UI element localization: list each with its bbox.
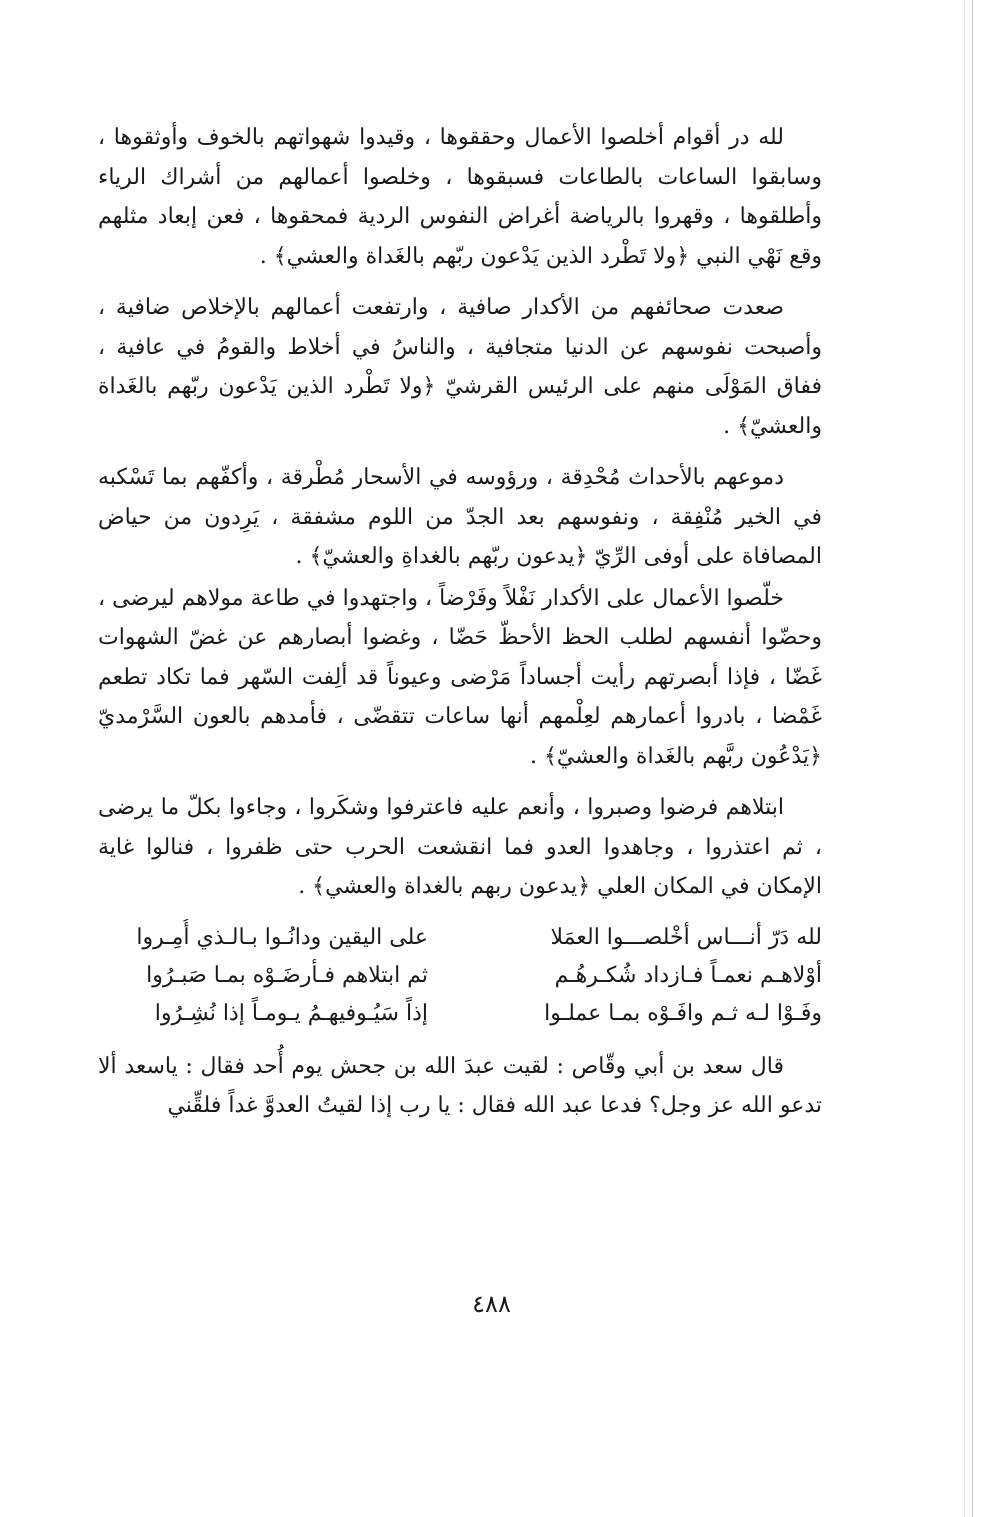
- paragraph: خلّصوا الأعمال على الأكدار نَفْلاً وفَرْضاً ، واجتهدوا في طاعة مولاهم ليرضى ، وحضّوا أنفسهم لطلب الحظ الأحظّ حَضّا ، وغضوا أبصارهم عن غضّ الشهوات غَضّا ، فإذا أبصرتهم رأيت أجساداً مَرْضى وعيوناً قد ألِفت السّهر فما تكاد تطعم غَمْضا ، بادروا أعمارهم لعِلْمهم أنها ساعات تتقضّى ، فأمدهم بالعون السَّرْمديّ ﴿يَدْعُون ربَّهم بالغَداة والعشيّ﴾ .: [98, 585, 822, 769]
- poem-hemistich-first: أوْلاهـم نعمـاً فـازداد شُكـرهُـم: [554, 962, 822, 988]
- poem: [98, 919, 822, 1033]
- poem-hemistich-second: على اليقين ودانُـوا بـالـذي أُمِـروا: [136, 924, 428, 950]
- paragraph: صعدت صحائفهم من الأكدار صافية ، وارتفعت أعمالهم بالإخلاص ضافية ، وأصبحت نفوسهم عن الدنيا متجافية ، والناسُ في أخلاط والقومُ في عافية ، ففاق المَوْلَى منهم على الرئيس القرشيّ ﴿ولا تَطْرد الذين يَدْعون ربّهم بالغَداة والعشيّ﴾ .: [98, 295, 822, 439]
- paragraph: ابتلاهم فرضوا وصبروا ، وأنعم عليه فاعترفوا وشكَروا ، وجاءوا بكلّ ما يرضى ، ثم اعتذروا ، وجاهدوا العدو فما انقشعت الحرب حتى ظفروا ، فنالوا غاية الإمكان في المكان العلي ﴿يدعون ربهم بالغداة والعشي﴾ .: [98, 795, 822, 899]
- poem-verse: [98, 995, 822, 1033]
- poem-hemistich-first: لله دَرّ أنـــاس أخْلصـــوا العمَلا: [550, 924, 822, 950]
- page-body: [98, 118, 822, 1138]
- page-number: ٤٨٨: [472, 1290, 511, 1318]
- closing-paragraph: قال سعد بن أبي وقّاص : لقيت عبدَ الله بن جحش يوم أُحد فقال : ياسعد ألا تدعو الله عز وجل؟ فدعا عبد الله فقال : يا رب إذا لقيتُ العدوَّ غداً فلقِّني: [98, 1053, 822, 1118]
- paragraph: لله در أقوام أخلصوا الأعمال وحققوها ، وقيدوا شهواتهم بالخوف وأوثقوها ، وسابقوا الساعات بالطاعات فسبقوها ، وخلصوا أعمالهم من أشراك الرياء وأطلقوها ، وقهروا بالرياضة أغراض النفوس الردية فمحقوها ، فعن إبعاد مثلهم وقع نَهْي النبي ﴿ولا تَطْرد الذين يَدْعون ربّهم بالغَداة والعشي﴾ .: [98, 125, 822, 269]
- poem-hemistich-second: إذاً سَيُـوفيهـمُ يـومـاً إذا نُشِـرُوا: [154, 1000, 428, 1026]
- paragraph: دموعهم بالأحداث مُحْدِقة ، ورؤوسه في الأسحار مُطْرقة ، وأكفّهم بما تَسْكبه في الخير مُنْفِقة ، ونفوسهم بعد الجدّ من اللوم مشفقة ، يَرِدون من حياض المصافاة على أوفى الرِّيّ ﴿يدعون ربّهم بالغداةِ والعشيّ﴾ .: [98, 465, 822, 569]
- poem-verse: [98, 919, 822, 957]
- poem-verse: [98, 957, 822, 995]
- poem-hemistich-first: وفَـوْا لـه ثـم وافَـوْه بمـا عملـوا: [544, 1000, 822, 1026]
- poem-hemistich-second: ثم ابتلاهم فـأرضَـوْه بمـا صَبـرُوا: [146, 962, 428, 988]
